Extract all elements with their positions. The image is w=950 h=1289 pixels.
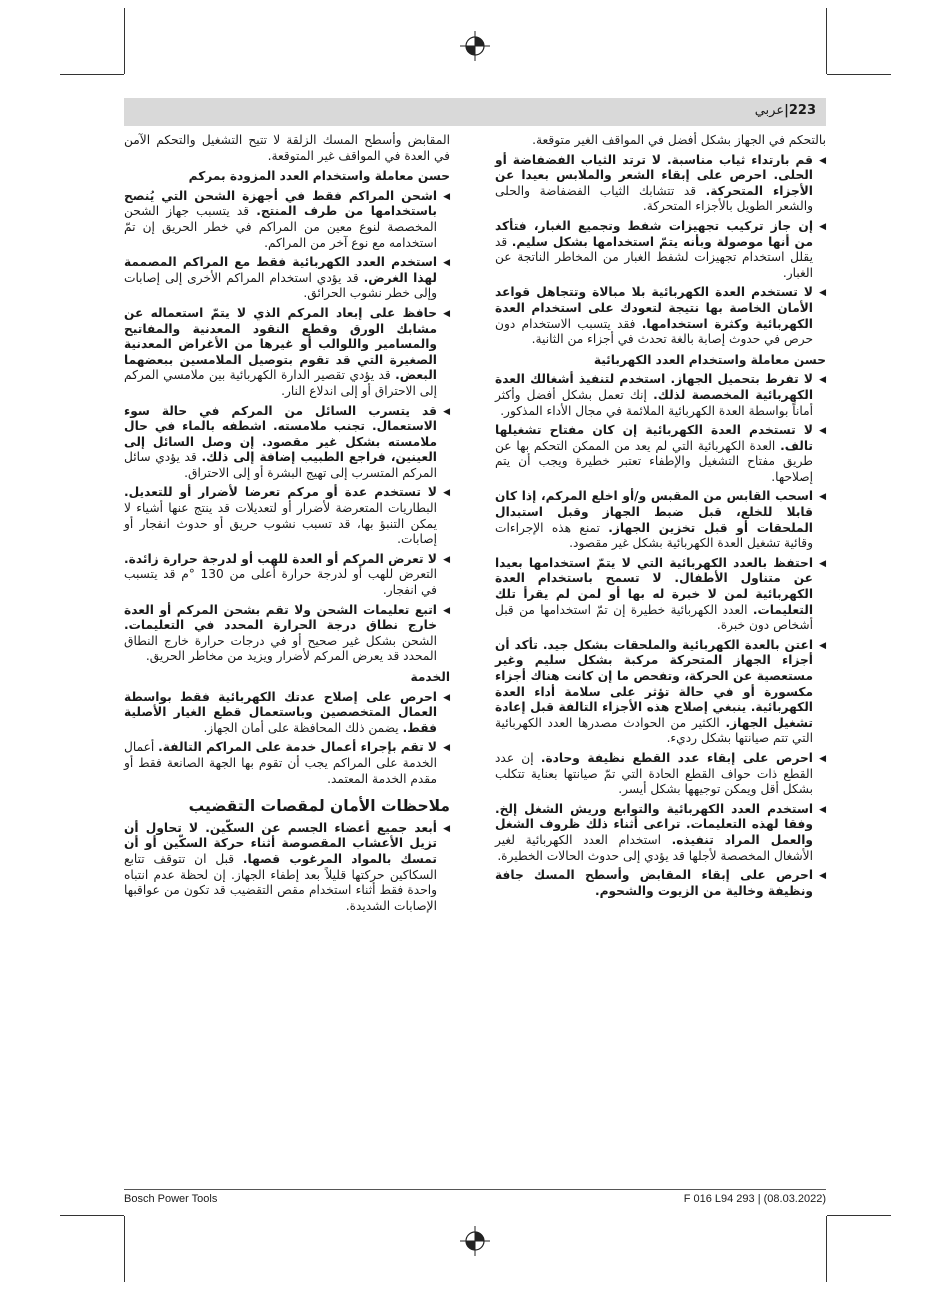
list-item	[495, 638, 826, 747]
item-bold-text: احتفظ بالعدد الكهربائية التي لا يتمّ استخدامها بعيدا عن متناول الأطفال. لا تسمح باستخدام العدة الكهربائية لمن لا خبرة له بها أو لمن لم يقرأ تلك التعليمات.	[495, 555, 813, 617]
item-bold-text: أبعد جميع أعضاء الجسم عن السكّين. لا تحاول أن تزيل الأعشاب المقصوصة أثناء حركة السكّين أو أن تمسك بالمواد المرغوب قصها.	[124, 820, 437, 866]
item-bold-text: قد يتسرب السائل من المركم في حالة سوء الاستعمال. تجنب ملامسته. اشطفه بالماء في حال ملامسته بشكل غير مقصود. إن وصل السائل إلى العينين، فراجع الطبيب إضافة إلى ذلك.	[124, 403, 437, 465]
crosshair-registration-icon	[460, 1226, 490, 1256]
page-number: 223	[788, 103, 816, 118]
item-bold-text: اتبع تعليمات الشحن ولا تقم بشحن المركم أو العدة خارج نطاق درجة الحرارة المحدد في التعليمات.	[124, 602, 437, 633]
item-bold-text: لا تعرض المركم أو العدة للهب أو لدرجة حرارة زائدة.	[124, 551, 437, 566]
triangle-left-icon: ◀	[819, 426, 826, 437]
heading-hedge-trimmer-safety: ملاحظات الأمان لمقصات التقضيب	[188, 797, 450, 816]
list-item	[495, 285, 826, 347]
crop-mark-bottom-right	[826, 1216, 827, 1282]
list-item	[124, 485, 450, 547]
triangle-left-icon: ◀	[443, 743, 450, 754]
item-text: فقد يتسبب الاستخدام دون حرص في حدوث إصابة بالغة تحدث في أجزاء من الثانية.	[495, 316, 813, 347]
list-item	[495, 219, 826, 281]
item-bold-text: احرص على إبقاء عدد القطع نظيفة وحادة.	[540, 750, 813, 765]
left-items-1	[124, 189, 450, 665]
crop-mark-right-bottom	[827, 1215, 891, 1216]
list-item	[495, 153, 826, 215]
triangle-left-icon: ◀	[443, 692, 450, 703]
triangle-left-icon: ◀	[443, 258, 450, 269]
triangle-left-icon: ◀	[443, 406, 450, 417]
list-item	[495, 423, 826, 485]
item-text: التعرض للهب أو لدرجة حرارة أعلى من 130 °م قد يتسبب في انفجار.	[124, 567, 437, 598]
item-bold-text: استخدم العدد الكهربائية فقط مع المراكم المصممة لهذا الغرض.	[124, 255, 437, 285]
list-item	[124, 255, 450, 302]
item-text: إنك تعمل بشكل أفضل وأكثر أماناً بواسطة العدة الكهربائية الملائمة في مجال الأداء المذكور.	[495, 387, 813, 418]
triangle-left-icon: ◀	[819, 288, 826, 299]
list-item	[124, 306, 450, 400]
left-items-2	[124, 690, 450, 788]
crop-mark-bottom-left	[124, 1216, 125, 1282]
list-item	[495, 751, 826, 798]
footer-doc-id: F 016 L94 293 | (08.03.2022)	[683, 1193, 826, 1205]
list-item	[124, 603, 450, 665]
item-bold-text: اسحب القابس من المقبس و/أو اخلع المركم، إذا كان قابلا للخلع، قبل ضبط الجهاز وقبل استبدال الملحقات أو قبل تخزين الجهاز.	[495, 489, 813, 535]
item-text: الكثير من الحوادث مصدرها العدد الكهربائية التي تتم صيانتها بشكل رديء.	[495, 715, 813, 746]
item-bold-text: حافظ على إبعاد المركم الذي لا يتمّ استعماله عن مشابك الورق وقطع النقود المعدنية والمفاتيح والمسامير واللوالب أو غيرها من الأغراض المعدنية الصغيرة التي قد تقوم بتوصيل الملامسين ببعضهما البعض.	[124, 305, 437, 383]
right-items-1	[495, 153, 826, 348]
triangle-left-icon: ◀	[819, 492, 826, 503]
triangle-left-icon: ◀	[819, 871, 826, 882]
triangle-left-icon: ◀	[819, 375, 826, 386]
item-bold-text: إن جاز تركيب تجهيزات شفط وتجميع الغبار، فتأكد من أنها موصولة وبأنه يتمّ استخدامها بشكل سليم.	[495, 218, 813, 249]
item-text: يضمن ذلك المحافظة على أمان الجهاز.	[203, 720, 403, 735]
triangle-left-icon: ◀	[443, 191, 450, 202]
item-bold-text: لا تستخدم العدة الكهربائية بلا مبالاة وتتجاهل قواعد الأمان الخاصة بها نتيجة لتعودك على استخدام العدة الكهربائية وكثرة استخدامها.	[495, 285, 813, 331]
triangle-left-icon: ◀	[819, 753, 826, 764]
left-intro: المقابض وأسطح المسك الزلقة لا تتيح التشغيل والتحكم الآمن في العدة في المواقف غير المتوقعة.	[124, 133, 450, 163]
item-text: البطاريات المتعرضة لأضرار أو لتعديلات قد ينتج عنها أشياء لا يمكن التنبؤ بها، قد تسبب نشوب حريق أو حدوث انفجار أو إصابات.	[124, 501, 437, 547]
list-item	[495, 556, 826, 634]
item-text: قد يؤدي استخدام المراكم الأخرى إلى إصابات وإلى خطر نشوب الحرائق.	[124, 270, 437, 301]
triangle-left-icon: ◀	[819, 558, 826, 569]
item-bold-text: اعتن بالعدة الكهربائية والملحقات بشكل جيد. تأكد أن أجزاء الجهاز المتحركة مركبة بشكل سليم وغير مستعصية عن الحركة، وتفحص ما إن كانت هناك أجزاء مكسورة أو في حالة تؤثر على سلامة أداء العدة الكهربائية. ينبغي إصلاح هذه الأجزاء التالفة قبل إعادة تشغيل الجهاز.	[495, 637, 813, 730]
item-text: قد يتسبب جهاز الشحن المخصصة لنوع معين من المراكم في خطر الحريق إن تمّ استخدامه مع نوع آخر من المراكم.	[124, 204, 437, 250]
item-text: الشحن بشكل غير صحيح أو في درجات حرارة خارج النطاق المحدد قد يعرض المركم لأضرار ويزيد من مخاطر الحريق.	[124, 633, 437, 664]
triangle-left-icon: ◀	[443, 554, 450, 565]
list-item	[124, 404, 450, 482]
crop-mark-top-left	[124, 8, 125, 74]
item-text: قد يؤدي سائل المركم المتسرب إلى تهيج البشرة أو إلى الاحتراق.	[124, 450, 437, 480]
list-item	[495, 489, 826, 551]
item-text: أعمال الخدمة على المراكم يجب أن تقوم بها الجهة الصانعة فقط أو مقدم الخدمة المعتمد.	[124, 740, 437, 786]
section-title-power-tools: حسن معاملة واستخدام العدد الكهربائية	[593, 352, 826, 367]
triangle-left-icon: ◀	[443, 308, 450, 319]
crosshair-registration-icon	[460, 31, 490, 61]
header-separator: |	[784, 103, 789, 118]
section-title-service: الخدمة	[410, 670, 450, 684]
item-text: قد تتشابك الثياب الفضفاضة والحلى والشعر الطويل بالأجزاء المتحركة.	[495, 183, 813, 214]
triangle-left-icon: ◀	[443, 823, 450, 834]
list-item	[495, 802, 826, 864]
triangle-left-icon: ◀	[819, 155, 826, 166]
triangle-left-icon: ◀	[819, 640, 826, 651]
triangle-left-icon: ◀	[443, 605, 450, 616]
item-bold-text: لا تستخدم العدة الكهربائية إن كان مفتاح تشغيلها تالف.	[495, 423, 813, 453]
right-column	[495, 133, 826, 903]
item-text: العدد الكهربائية خطيرة إن تمّ استخدامها من قبل أشخاص دون خبرة.	[495, 602, 813, 633]
item-bold-text: قم بارتداء ثياب مناسبة. لا ترتد الثياب الفضفاضة أو الحلى. احرص على إبقاء الشعر والملابس بعيدا عن الأجزاء المتحركة.	[495, 152, 813, 198]
item-text: قد يؤدي تقصير الدارة الكهربائية بين ملامسي المركم إلى الاحتراق أو إلى اندلاع النار.	[124, 368, 437, 398]
list-item	[124, 740, 450, 787]
item-bold-text: استخدم العدد الكهربائية والتوابع وريش الشغل إلخ. وفقا لهذه التعليمات. تراعى أثناء ذلك ظروف الشغل والعمل المراد تنفيذه.	[495, 801, 813, 847]
left-items-3	[124, 821, 450, 915]
item-text: استخدام العدد الكهربائية لغير الأشغال المخصصة لأجلها قد يؤدي إلى حدوث الحالات الخطيرة.	[495, 832, 813, 863]
crop-mark-left-top	[60, 74, 124, 75]
crop-mark-top-right	[826, 8, 827, 74]
item-bold-text: لا تقم بإجراء أعمال خدمة على المراكم التالفة.	[158, 740, 437, 755]
item-bold-text: لا تستخدم عدة أو مركم تعرضا لأضرار أو للتعديل.	[124, 485, 437, 500]
left-column	[124, 133, 450, 918]
item-text: تمنع هذه الإجراءات وقائية تشغيل العدة الكهربائية بشكل غير مقصود.	[495, 520, 813, 551]
list-item	[124, 690, 450, 737]
item-bold-text: احرص على إصلاح عدتك الكهربائية فقط بواسطة العمال المتخصصين وباستعمال قطع الغيار الأصلية فقط.	[124, 689, 437, 735]
right-intro: بالتحكم في الجهاز بشكل أفضل في المواقف الغير متوقعة.	[532, 133, 826, 147]
list-item	[124, 821, 450, 915]
item-bold-text: اشحن المراكم فقط في أجهزة الشحن التي يُنصح باستخدامها من طرف المنتج.	[124, 188, 437, 219]
crop-mark-left-bottom	[60, 1215, 124, 1216]
list-item	[124, 189, 450, 251]
triangle-left-icon: ◀	[443, 488, 450, 499]
section-title-battery-tools: حسن معاملة واستخدام العدد المزودة بمركم	[188, 169, 450, 184]
footer-brand: Bosch Power Tools	[124, 1193, 218, 1205]
item-text: قبل ان تتوقف تتابع السكاكين حركتها قليلاً بعد إطفاء الجهاز. إن لحظة عدم انتباه واحدة فقط أثناء استخدام مقص التقضيب قد تكون من عواقبها الإصابات الشديدة.	[124, 851, 437, 913]
list-item	[124, 552, 450, 599]
item-text: العدة الكهربائية التي لم يعد من الممكن التحكم بها عن طريق مفتاح التشغيل والإطفاء تعتبر خطيرة ويجب أن يتم إصلاحها.	[495, 438, 813, 484]
list-item	[495, 868, 826, 899]
item-text: إن عدد القطع ذات حواف القطع الحادة التي تمّ صيانتها بعناية تتكلب بشكل أقل ويمكن توجيهها بشكل أيسر.	[495, 750, 813, 797]
triangle-left-icon: ◀	[819, 804, 826, 815]
right-items-2	[495, 372, 826, 899]
item-text: قد يقلل استخدام تجهيزات لشفط الغبار من المخاطر الناتجة عن الغبار.	[495, 234, 813, 280]
item-bold-text: لا تفرط بتحميل الجهاز. استخدم لتنفيذ أشغالك العدة الكهربائية المخصصة لذلك.	[495, 372, 813, 402]
header-bar	[124, 98, 826, 126]
crop-mark-right-top	[827, 74, 891, 75]
header-language: عربي	[754, 103, 785, 118]
page-header	[755, 103, 816, 118]
list-item	[495, 372, 826, 419]
triangle-left-icon: ◀	[819, 221, 826, 232]
item-bold-text: احرص على إبقاء المقابض وأسطح المسك جافة ونظيفة وخالية من الزيوت والشحوم.	[495, 868, 813, 898]
footer-divider	[124, 1189, 826, 1190]
